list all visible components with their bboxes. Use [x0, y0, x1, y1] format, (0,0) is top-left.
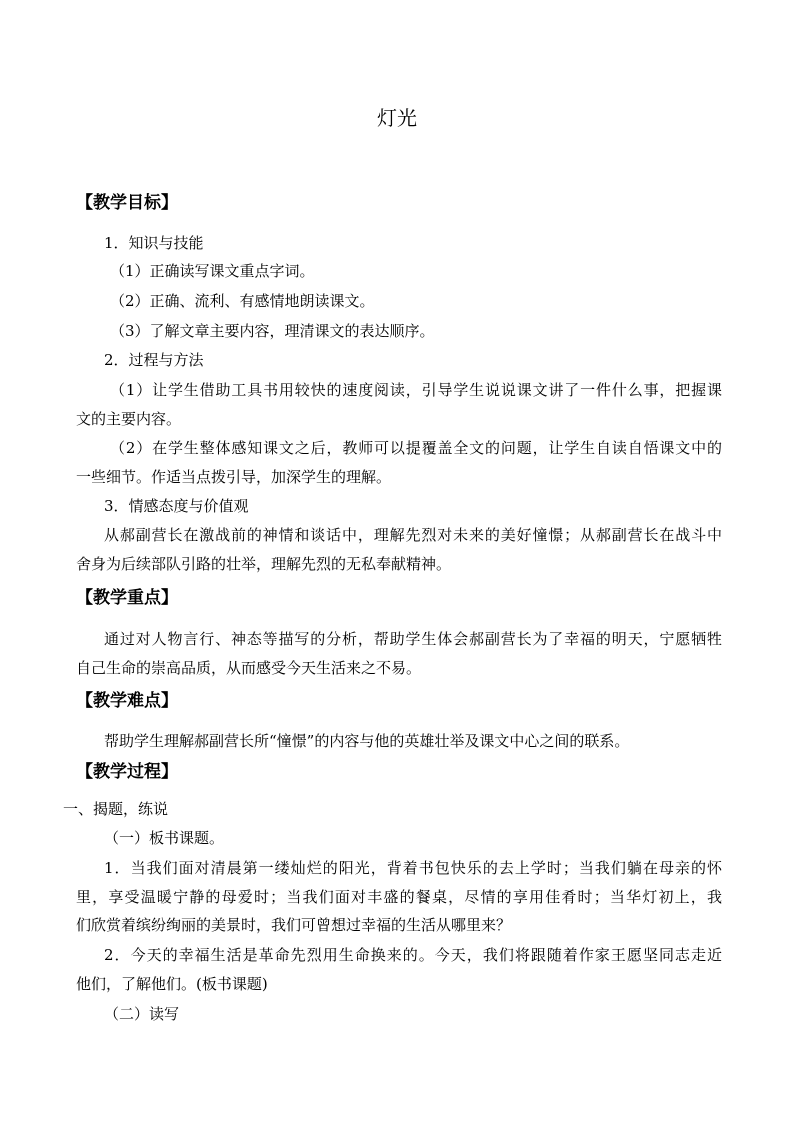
paragraph-line: 里，享受温暖宁静的母爱时；当我们面对丰盛的餐桌，尽情的享用佳肴时；当华灯初上，我 — [76, 888, 722, 906]
paragraph-line: 自己生命的崇高品质，从而感受今天生活来之不易。 — [76, 659, 422, 677]
section-heading-goals: 【教学目标】 — [76, 193, 178, 213]
paragraph-line: 1．当我们面对清晨第一缕灿烂的阳光，背着书包快乐的去上学时；当我们躺在母亲的怀 — [104, 859, 722, 877]
paragraph-line: 通过对人物言行、神态等描写的分析，帮助学生体会郝副营长为了幸福的明天，宁愿牺牲 — [104, 630, 722, 648]
section-heading-difficulty: 【教学难点】 — [76, 691, 178, 711]
paragraph-line: （2）在学生整体感知课文之后，教师可以提覆盖全文的问题，让学生自读自悟课文中的 — [110, 439, 722, 457]
paragraph-line: 文的主要内容。 — [76, 410, 182, 428]
paragraph-line: （1）让学生借助工具书用较快的速度阅读，引导学生说说课文讲了一件什么事，把握课 — [110, 381, 722, 399]
goal-item-process: 2．过程与方法 — [104, 351, 204, 369]
paragraph-line: 们欣赏着缤纷绚丽的美景时，我们可曾想过幸福的生活从哪里来？ — [76, 916, 512, 934]
process-substep: （一）板书课题。 — [104, 829, 225, 847]
section-heading-key: 【教学重点】 — [76, 588, 178, 608]
page-title: 灯光 — [377, 106, 417, 130]
goal-subitem: （2）正确、流利、有感情地朗读课文。 — [110, 292, 375, 310]
goal-item-knowledge: 1．知识与技能 — [104, 234, 204, 252]
process-step: 一、揭题，练说 — [63, 800, 169, 818]
goal-item-emotion: 3．情感态度与价值观 — [104, 497, 249, 515]
paragraph-line: 他们，了解他们。(板书课题) — [76, 975, 268, 993]
process-substep: （二）读写 — [104, 1005, 180, 1023]
paragraph-line: 一些细节。作适当点拨引导，加深学生的理解。 — [76, 468, 392, 486]
paragraph-line: 2．今天的幸福生活是革命先烈用生命换来的。今天，我们将跟随着作家王愿坚同志走近 — [104, 946, 722, 964]
section-heading-process: 【教学过程】 — [76, 762, 178, 782]
paragraph-line: 从郝副营长在激战前的神情和谈话中，理解先烈对未来的美好憧憬；从郝副营长在战斗中 — [104, 526, 722, 544]
goal-subitem: （3）了解文章主要内容，理清课文的表达顺序。 — [110, 322, 435, 340]
paragraph-line: 舍身为后续部队引路的壮举，理解先烈的无私奉献精神。 — [76, 555, 452, 573]
paragraph-line: 帮助学生理解郝副营长所“憧憬”的内容与他的英雄壮举及课文中心之间的联系。 — [104, 732, 630, 750]
goal-subitem: （1）正确读写课文重点字词。 — [110, 262, 315, 280]
